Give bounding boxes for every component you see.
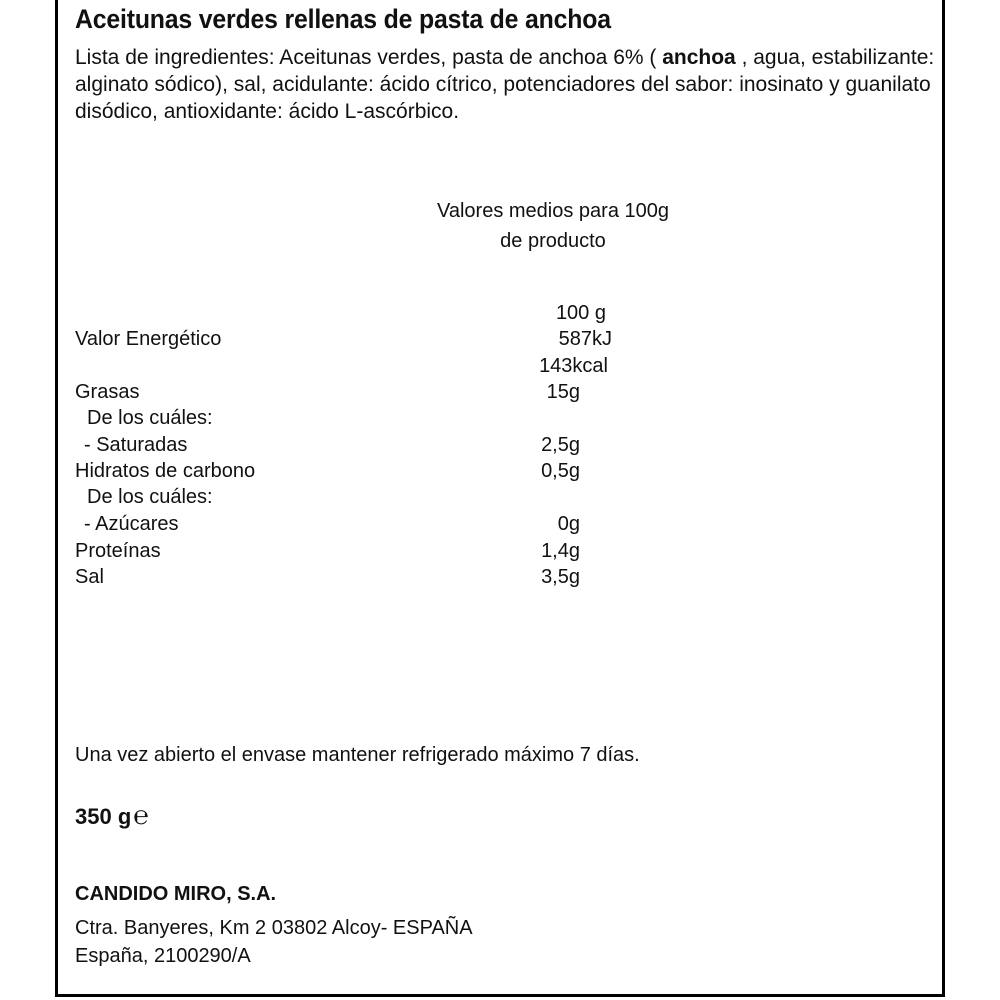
manufacturer-registry: España, 2100290/A xyxy=(75,945,251,967)
ingredients-prefix: Lista de ingredientes: Aceitunas verdes, pasta de anchoa 6% ( xyxy=(75,46,663,69)
ingredients-suffix: , agua, estabilizante: alginato sódico), sal, acidulante: ácido cítrico, potenciadores del sabor: inosinato y guanilato disódico, antioxidante: ácido L-ascórbico. xyxy=(75,46,935,123)
nutrition-header-line2: de producto xyxy=(500,230,606,252)
nutrition-row-label: Proteínas xyxy=(75,540,161,562)
nutrition-row-label: Hidratos de carbono xyxy=(75,460,256,482)
product-label xyxy=(55,0,945,997)
nutrition-row-label: De los cuáles: xyxy=(87,407,213,429)
nutrition-row-value: 1,4g xyxy=(541,540,580,562)
manufacturer-name: CANDIDO MIRO, S.A. xyxy=(75,883,277,905)
nutrition-row-value: 143kcal xyxy=(539,355,608,377)
nutrition-row-label: - Saturadas xyxy=(84,434,188,456)
nutrition-row-label: Valor Energético xyxy=(75,328,222,350)
nutrition-row-value: 0g xyxy=(557,513,580,535)
nutrition-row-value: 587kJ xyxy=(558,328,612,350)
estimated-sign-icon: ℮ xyxy=(133,801,149,831)
nutrition-column-header: 100 g xyxy=(555,302,606,324)
nutrition-header xyxy=(418,196,688,256)
nutrition-row-label: Sal xyxy=(75,566,104,588)
allergen-highlight: anchoa xyxy=(662,46,736,69)
nutrition-row-label: De los cuáles: xyxy=(87,486,213,508)
net-weight-value: 350 g xyxy=(75,804,132,829)
net-weight xyxy=(75,803,149,830)
nutrition-row-label: - Azúcares xyxy=(84,513,179,535)
nutrition-row-value: 2,5g xyxy=(541,434,580,456)
product-title: Aceitunas verdes rellenas de pasta de anchoa xyxy=(75,4,611,34)
nutrition-row-label: Grasas xyxy=(75,381,140,403)
nutrition-row-value: 0,5g xyxy=(541,460,580,482)
nutrition-row-value: 3,5g xyxy=(541,566,580,588)
nutrition-header-line1: Valores medios para 100g xyxy=(437,200,669,222)
storage-instructions: Una vez abierto el envase mantener refrigerado máximo 7 días. xyxy=(75,744,640,766)
ingredients-list xyxy=(75,44,935,125)
manufacturer-address: Ctra. Banyeres, Km 2 03802 Alcoy- ESPAÑA xyxy=(75,917,473,939)
nutrition-row-value: 15g xyxy=(546,381,580,403)
